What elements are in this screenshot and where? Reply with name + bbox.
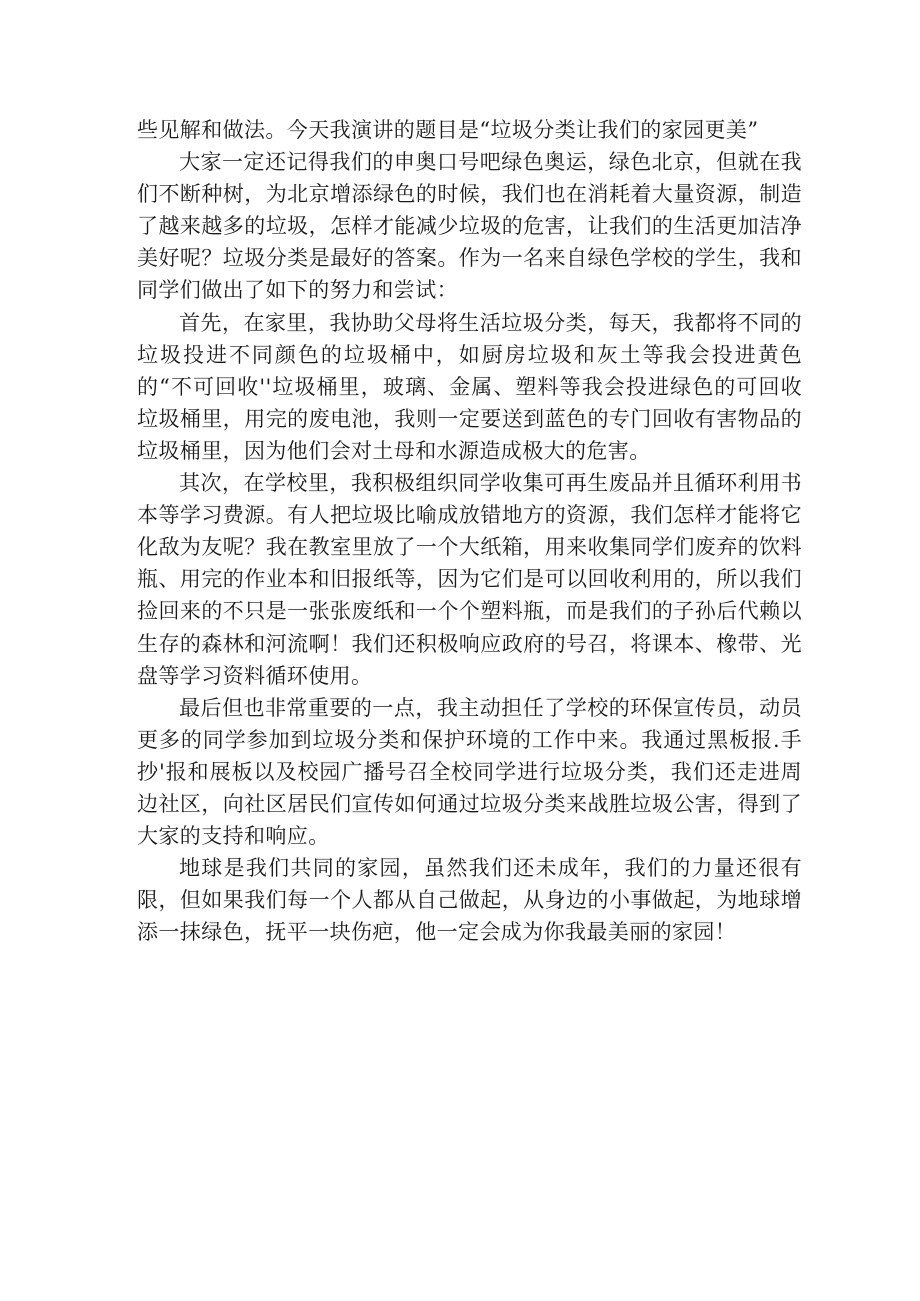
- paragraph-promotion: 最后但也非常重要的一点，我主动担任了学校的环保宣传员，动员更多的同学参加到垃圾分类和保护环境的工作中来。我通过黑板报.手抄'报和展板以及校园广播号召全校同学进行垃圾分类，我们还走进周边社区，向社区居民们宣传如何通过垃圾分类来战胜垃圾公害，得到了大家的支持和响应。: [137, 695, 802, 849]
- paragraph-continuation: 些见解和做法。今天我演讲的题目是“垃圾分类让我们的家园更美”: [137, 118, 759, 142]
- paragraph-home: 首先，在家里，我协助父母将生活垃圾分类，每天，我都将不同的垃圾投进不同颜色的垃圾桶中，如厨房垃圾和灰土等我会投进黄色的“不可回收''垃圾桶里，玻璃、金属、塑料等我会投进绿色的可回收垃圾桶里，用完的废电池，我则一定要送到蓝色的专门回收有害物品的垃圾桶里，因为他们会对土母和水源造成极大的危害。: [137, 310, 802, 463]
- paragraph-school: 其次，在学校里，我积极组织同学收集可再生废品并且循环利用书本等学习费源。有人把垃圾比喻成放错地方的资源，我们怎样才能将它化敌为友呢？我在教室里放了一个大纸箱，用来收集同学们废弃的饮料瓶、用完的作业本和旧报纸等，因为它们是可以回收利用的，所以我们捡回来的不只是一张张废纸和一个个塑料瓶，而是我们的子孙后代赖以生存的森林和河流啊！我们还积极响应政府的号召，将课本、橡带、光盘等学习资料循环使用。: [137, 471, 802, 688]
- speech-body: [137, 114, 802, 948]
- paragraph-intro: 大家一定还记得我们的申奥口号吧绿色奥运，绿色北京，但就在我们不断种树，为北京增添绿色的时候，我们也在消耗着大量资源，制造了越来越多的垃圾，怎样才能减少垃圾的危害，让我们的生活更加洁净美好呢？垃圾分类是最好的答案。作为一名来自绿色学校的学生，我和同学们做出了如下的努力和尝试：: [137, 150, 802, 303]
- paragraph-conclusion: 地球是我们共同的家园，虽然我们还未成年，我们的力量还很有限，但如果我们每一个人都从自己做起，从身边的小事做起，为地球增添一抹绿色，抚平一块伤疤，他一定会成为你我最美丽的家园！: [137, 856, 802, 945]
